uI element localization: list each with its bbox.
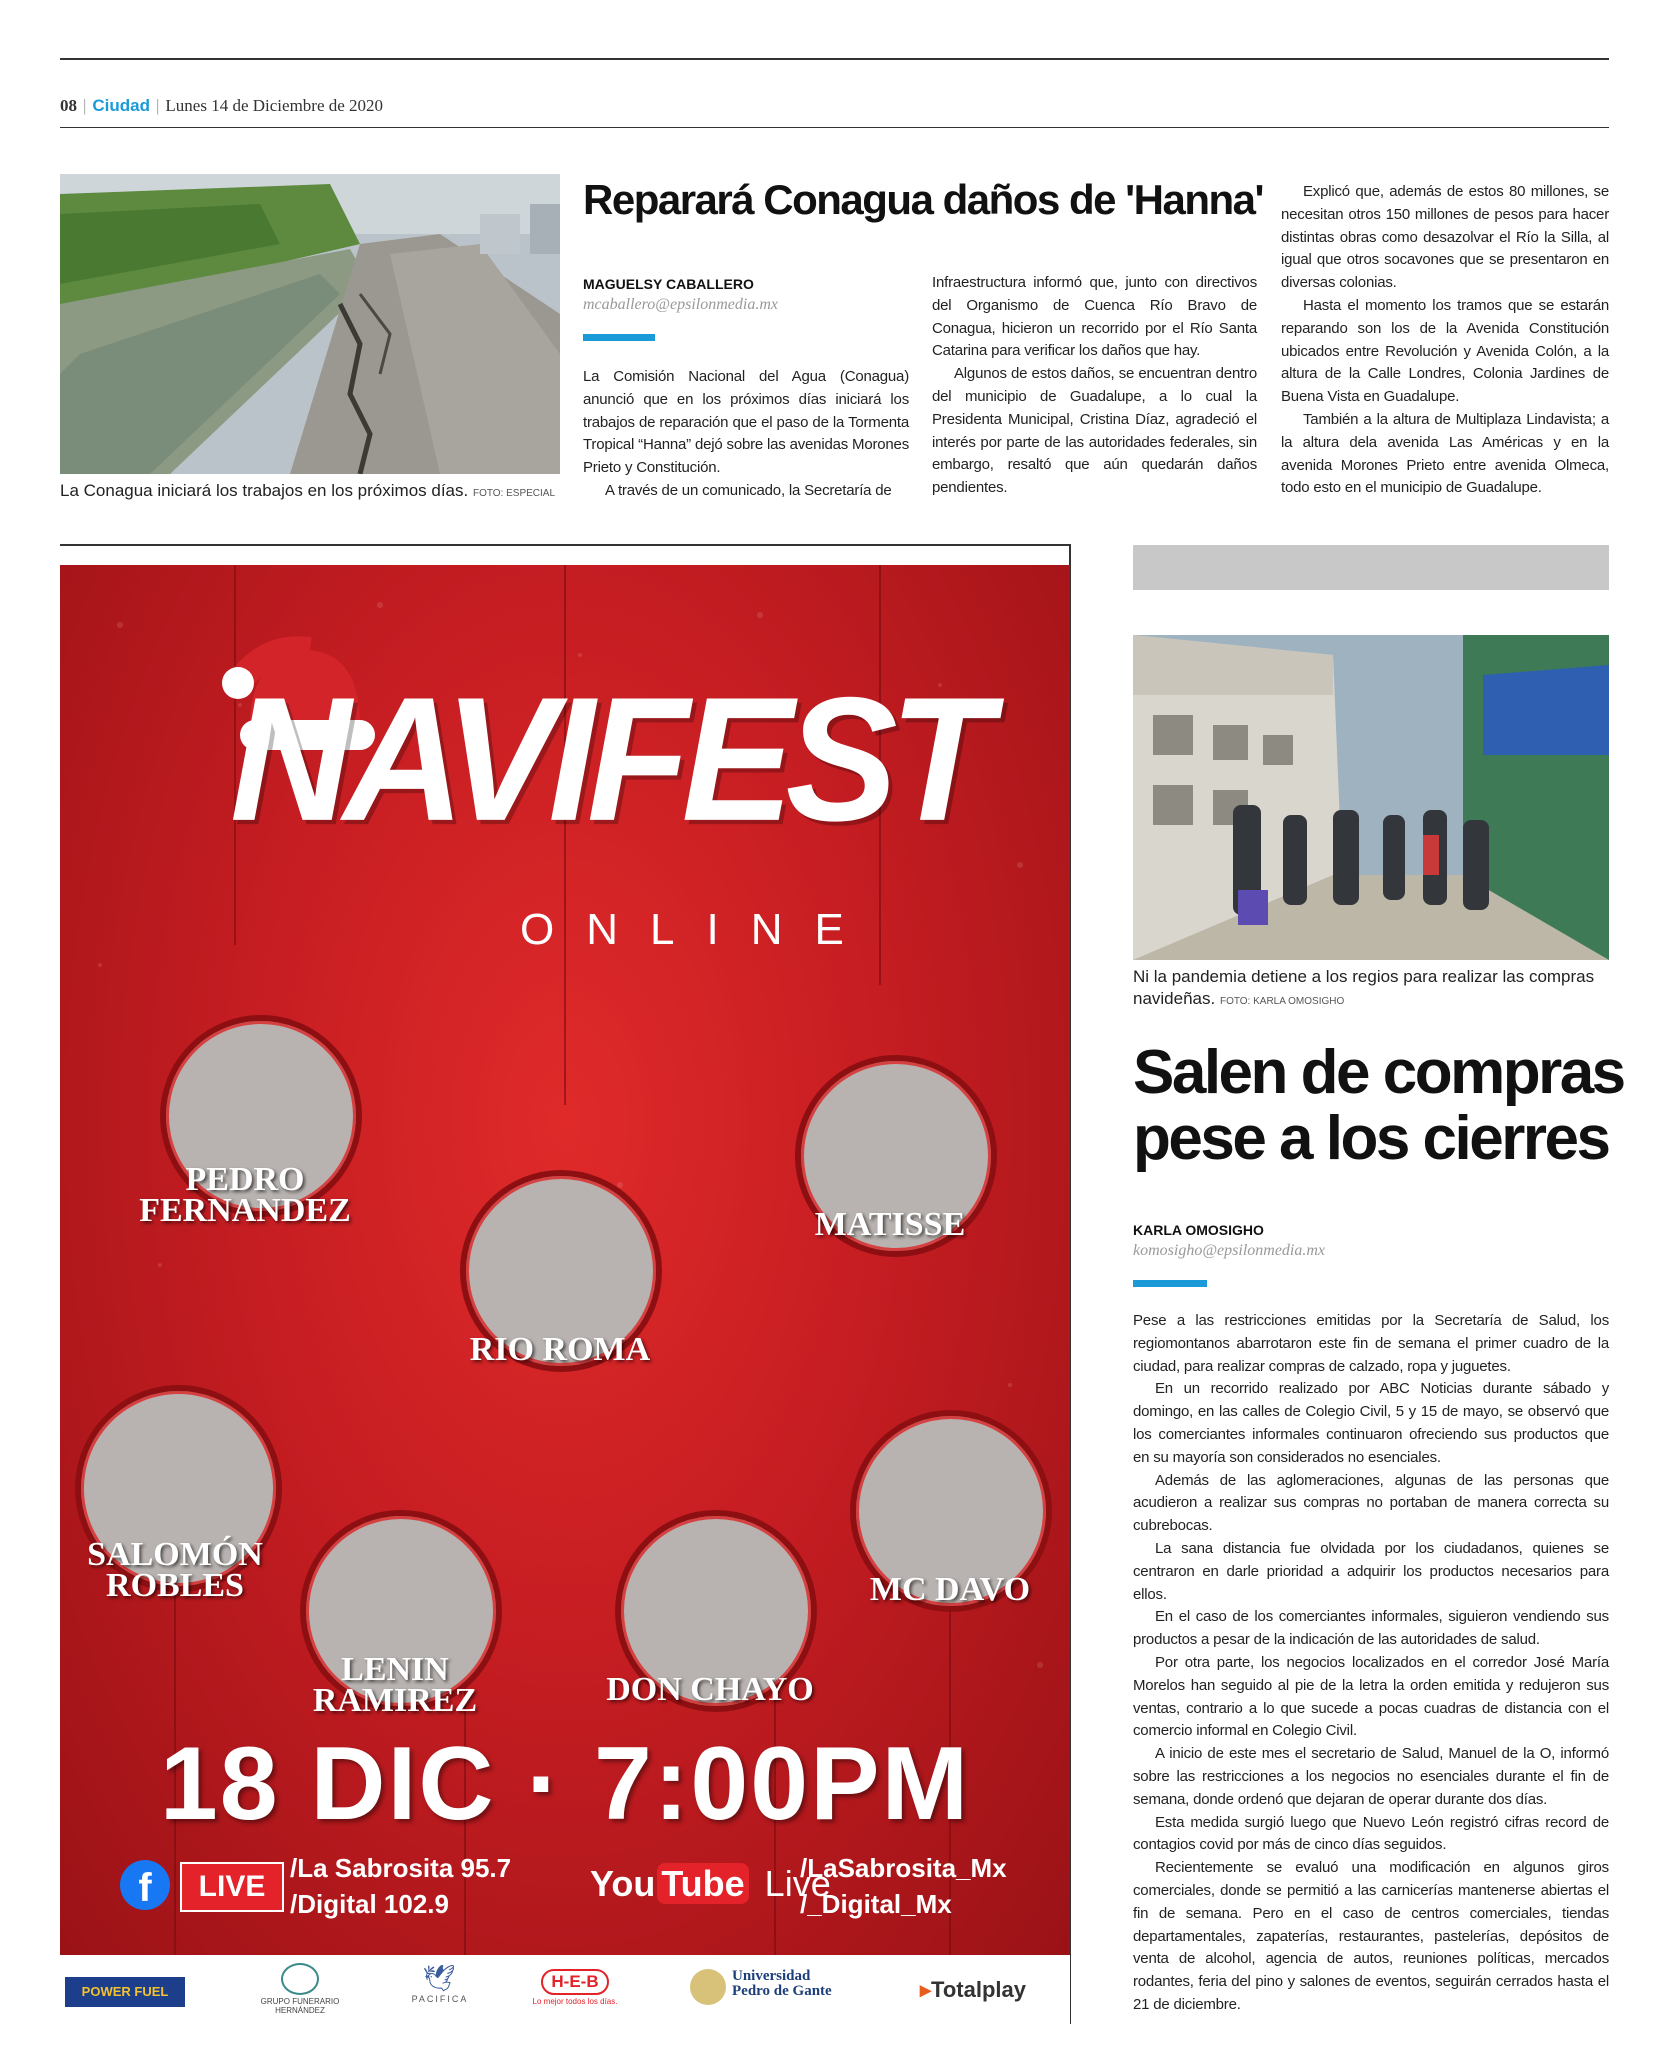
sponsors-strip [60,1955,1070,2025]
article1-column-3 [1281,181,1609,500]
sponsor-funerario[interactable] [240,1963,360,2015]
artist-mc-davo: MC DAVO [869,1571,1031,1608]
pacifica-label: PACIFICA [411,1994,469,2004]
author-accent-bar [583,334,655,341]
sponsor-powerfuel[interactable]: POWER FUEL [65,1977,185,2007]
photo-credit: FOTO: ESPECIAL [472,488,556,499]
youtube-logo[interactable] [590,1863,831,1913]
funerario-label: GRUPO FUNERARIO HERNÁNDEZ [260,1997,340,2015]
dove-icon: 🕊 [422,1963,458,1993]
page-header: 08 | Ciudad | Lunes 14 de Diciembre de 2020 [60,96,384,115]
top-rule [60,58,1609,60]
paragraph: Además de las aglomeraciones, algunas de las personas que acudieron a realizar sus compras no portaban de manera correcta su cubrebocas. [1133,1471,1609,1535]
youtube-live-label: Live [764,1863,831,1904]
youtube-handles [800,1850,1007,1922]
article1-photo-caption [60,480,580,505]
paragraph: A inicio de este mes el secretario de Salud, Manuel de la O, informó sobre las restricciones a los negocios no esenciales durante el fin de semana, donde ordenó que dejaran de operar durante dos días. [1133,1745,1609,1808]
youtube-you: You [590,1863,656,1904]
sponsor-upg[interactable] [690,1969,860,2005]
page-number: 08 [60,96,77,115]
facebook-handles [290,1850,511,1922]
navifest-title: NAVIFEST [230,660,985,858]
photo-credit: FOTO: KARLA OMOSIGHO [1219,996,1345,1007]
article2-body [1133,1310,1609,2017]
upg-line2: Pedro de Gante [732,1983,832,1999]
headline-line-2: pese a los cierres [1133,1104,1609,1173]
artist-lenin-ramirez: LENIN RAMIREZ [312,1651,478,1719]
artist-don-chayo: DON CHAYO [606,1671,814,1708]
header-date: Lunes 14 de Diciembre de 2020 [165,96,384,115]
upg-line1: Universidad [732,1968,811,1984]
sponsor-totalplay[interactable] [920,1977,1050,2003]
paragraph: Hasta el momento los tramos que se estarán reparando son los de la Avenida Constitución ubicados entre Revolución y Avenida Colón, a la altura de la Calle Londres, Colonia Jardines de Buena Vista en Guadalupe. [1281,296,1609,406]
navifest-ad[interactable] [60,565,1070,1955]
flood-damage-photo [60,174,560,474]
paragraph: Por otra parte, los negocios localizados en el corredor José María Morelos han seguido al pie de la letra la orden emitida y redujeron sus ventas, contrario a lo que sucede a pocas cuadras de distancia con el comercio informal en Colegio Civil. [1133,1653,1609,1740]
article1-column-1 [583,366,909,503]
paragraph: Esta medida surgió luego que Nuevo León registró cifras record de contagios covid por más de cinco días seguidos. [1133,1813,1609,1854]
article1-email[interactable]: mcaballero@epsilonmedia.mx [583,296,778,313]
header-rule [60,127,1609,128]
youtube-handle-1[interactable]: /LaSabrosita_Mx [800,1853,1007,1883]
sponsor-heb[interactable] [510,1969,640,2006]
paragraph: En el caso de los comerciantes informales, siguieron vendiendo sus productos a pesar de la indicación de las autoridades de salud. [1133,1608,1609,1649]
artist-salomon-robles: SALOMÓN ROBLES [87,1536,263,1604]
headline-line-1: Salen de compras [1133,1038,1624,1107]
totalplay-label: Totalplay [931,1977,1026,2002]
caption-text: La Conagua iniciará los trabajos en los próximos días. [60,481,469,500]
article1-headline[interactable]: Reparará Conagua daños de 'Hanna' [583,176,1263,223]
paragraph: Explicó que, además de estos 80 millones, se necesitan otros 150 millones de pesos para hacer distintas obras como desazolvar el Río la Silla, al igual que otros socavones que se presentaron en diversas colonias. [1281,183,1609,292]
paragraph: Infraestructura informó que, junto con directivos del Organismo de Cuenca Río Bravo de Conagua, hicieron un recorrido por el Río Santa Catarina para verificar los daños que hay. [932,274,1257,360]
section-name[interactable]: Ciudad [92,96,151,115]
sponsor-pacifica[interactable] [380,1963,500,2004]
article2-headline[interactable] [1133,1040,1633,1172]
event-datetime: 18 DIC · 7:00PM [159,1726,971,1842]
ad-frame-top [60,544,1070,546]
artist-rio-roma: RIO ROMA [469,1331,651,1368]
artist-matisse: MATISSE [814,1206,966,1243]
article1-author: MAGUELSY CABALLERO [583,276,754,292]
article2-photo-caption [1133,966,1609,1013]
paragraph: En un recorrido realizado por ABC Noticias durante sábado y domingo, en las calles de Colegio Civil, 5 y 15 de mayo, se observó que los comerciantes informales continuaron ofreciendo sus productos que en su mayoría son considerados no esenciales. [1133,1380,1609,1466]
paragraph: Algunos de estos daños, se encuentran dentro del municipio de Guadalupe, a lo cual la Presidenta Municipal, Cristina Díaz, agradeció el interés por parte de las autoridades federales, sin embargo, resaltó que aún quedarán daños pendientes. [932,365,1257,497]
totalplay-arrow-icon: ▸ [920,1977,932,2002]
shopping-street-photo [1133,635,1609,960]
caption-text: Ni la pandemia detiene a los regios para realizar las compras navideñas. [1133,967,1595,1008]
article2-email[interactable]: komosigho@epsilonmedia.mx [1133,1242,1326,1259]
facebook-handle-2[interactable]: /Digital 102.9 [290,1889,449,1919]
paragraph: Recientemente se evaluó una modificación en algunos giros comerciales, donde se permitió a las carnicerías mantenerse abiertas el fin de semana. Pero en el caso de centros comerciales, tiendas departamentales, zapaterías, restaurantes, pastelerías, depósitos de venta de alcohol, agencia de autos, reuniones políticas, mercados rodantes, feria del pino y salones de eventos, seguirán cerrados hasta el 21 de diciembre. [1133,1859,1609,2013]
heb-logo: H-E-B [541,1969,608,1995]
upg-seal-icon [690,1969,726,2005]
grey-banner [1133,545,1609,590]
funerario-logo-icon [281,1963,319,1995]
heb-tagline: Lo mejor todos los días. [532,1997,618,2006]
paragraph: La Comisión Nacional del Agua (Conagua) anunció que en los próximos días iniciará los trabajos de reparación que el paso de la Tormenta Tropical “Hanna” dejó sobre las avenidas Morones Prieto y Constitución. [583,368,909,477]
facebook-icon[interactable]: f [120,1860,170,1910]
paragraph: A través de un comunicado, la Secretaría de [605,481,892,499]
article1-column-2 [932,272,1257,500]
paragraph: Pese a las restricciones emitidas por la Secretaría de Salud, los regiomontanos abarrotaron este fin de semana el primer cuadro de la ciudad, para realizar compras de calzado, ropa y juguetes. [1133,1312,1609,1375]
facebook-handle-1[interactable]: /La Sabrosita 95.7 [290,1853,512,1883]
artist-pedro-fernandez: PEDRO FERNANDEZ [139,1161,351,1229]
youtube-handle-2[interactable]: /_Digital_Mx [800,1889,952,1919]
facebook-live-badge[interactable]: LIVE [180,1862,284,1912]
youtube-tube: Tube [657,1863,748,1904]
author-accent-bar [1133,1280,1207,1287]
navifest-subtitle: ONLINE [520,905,876,954]
paragraph: La sana distancia fue olvidada por los ciudadanos, quienes se centraron en darle prioridad a adquirir los productos necesarios para ellos. [1133,1539,1609,1603]
paragraph: También a la altura de Multiplaza Lindavista; a la altura dela avenida Las Américas y en la avenida Morones Prieto entre avenida Olmeca, todo esto en el municipio de Guadalupe. [1281,410,1609,497]
article2-author: KARLA OMOSIGHO [1133,1222,1264,1238]
